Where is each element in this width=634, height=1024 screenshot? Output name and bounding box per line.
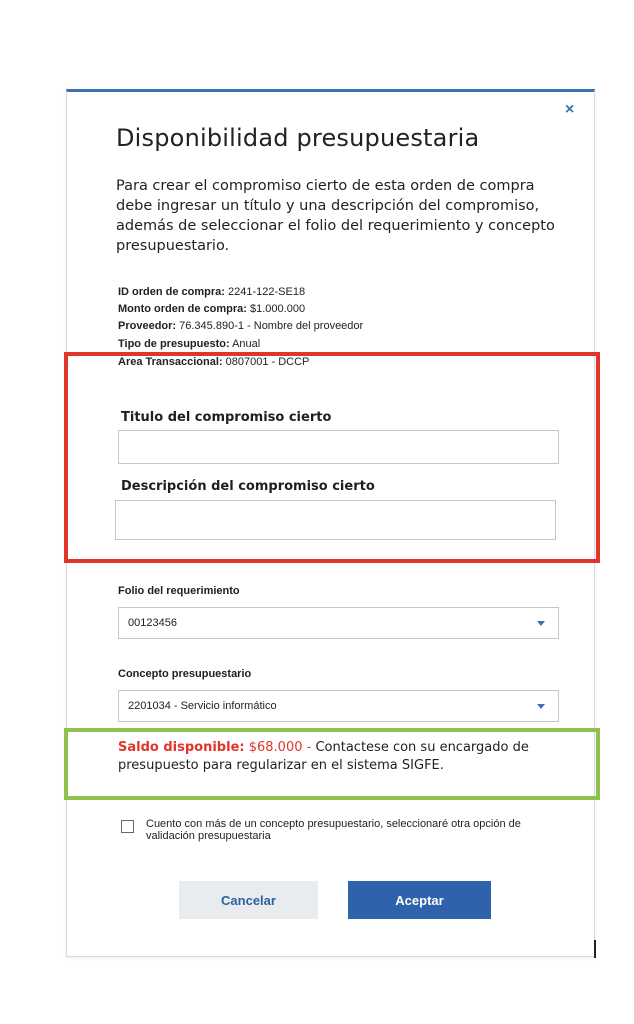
folio-label: Folio del requerimiento	[118, 585, 240, 597]
descripcion-label: Descripción del compromiso cierto	[121, 479, 375, 494]
concepto-select[interactable]	[118, 690, 559, 722]
concepto-selected-value: 2201034 - Servicio informático	[128, 700, 277, 712]
saldo-message	[118, 739, 588, 775]
info-order-id	[118, 286, 305, 298]
titulo-label: Titulo del compromiso cierto	[121, 410, 332, 425]
info-value: Anual	[232, 338, 261, 350]
saldo-amount: $68.000 -	[248, 740, 312, 755]
dialog-title: Disponibilidad presupuestaria	[116, 124, 480, 152]
dialog-intro: Para crear el compromiso cierto de esta orden de compra debe ingresar un título y una descripción del compromiso, además de seleccionar el folio del requerimiento y concepto presupuestario.	[116, 178, 555, 254]
info-budget-type	[118, 338, 260, 350]
accept-button[interactable]: Aceptar	[348, 881, 491, 919]
edge-mark	[594, 940, 596, 958]
chevron-down-icon	[537, 704, 545, 709]
descripcion-input[interactable]	[115, 500, 556, 540]
cancel-button[interactable]: Cancelar	[179, 881, 318, 919]
info-label: Monto orden de compra:	[118, 303, 247, 315]
saldo-label: Saldo disponible:	[118, 740, 245, 755]
saldo-text: Contactese con su encargado de presupuesto para regularizar en el sistema SIGFE.	[118, 740, 529, 773]
info-label: Tipo de presupuesto:	[118, 338, 230, 350]
info-label: ID orden de compra:	[118, 286, 225, 298]
info-provider	[118, 320, 363, 332]
info-value: 2241-122-SE18	[228, 286, 306, 298]
info-label: Area Transaccional:	[118, 356, 223, 368]
multiple-concepts-checkbox[interactable]	[121, 820, 134, 833]
close-icon[interactable]: ×	[565, 101, 575, 118]
info-value: 76.345.890-1 - Nombre del proveedor	[179, 320, 364, 332]
concepto-label: Concepto presupuestario	[118, 668, 252, 680]
multiple-concepts-label: Cuento con más de un concepto presupuestario, seleccionaré otra opción de validación presupuestaria	[146, 818, 521, 842]
chevron-down-icon	[537, 621, 545, 626]
folio-selected-value: 00123456	[128, 617, 177, 629]
folio-select[interactable]	[118, 607, 559, 639]
titulo-input[interactable]	[118, 430, 559, 464]
info-value: 0807001 - DCCP	[225, 356, 310, 368]
info-label: Proveedor:	[118, 320, 177, 332]
info-order-amount	[118, 303, 305, 315]
info-value: $1.000.000	[250, 303, 306, 315]
